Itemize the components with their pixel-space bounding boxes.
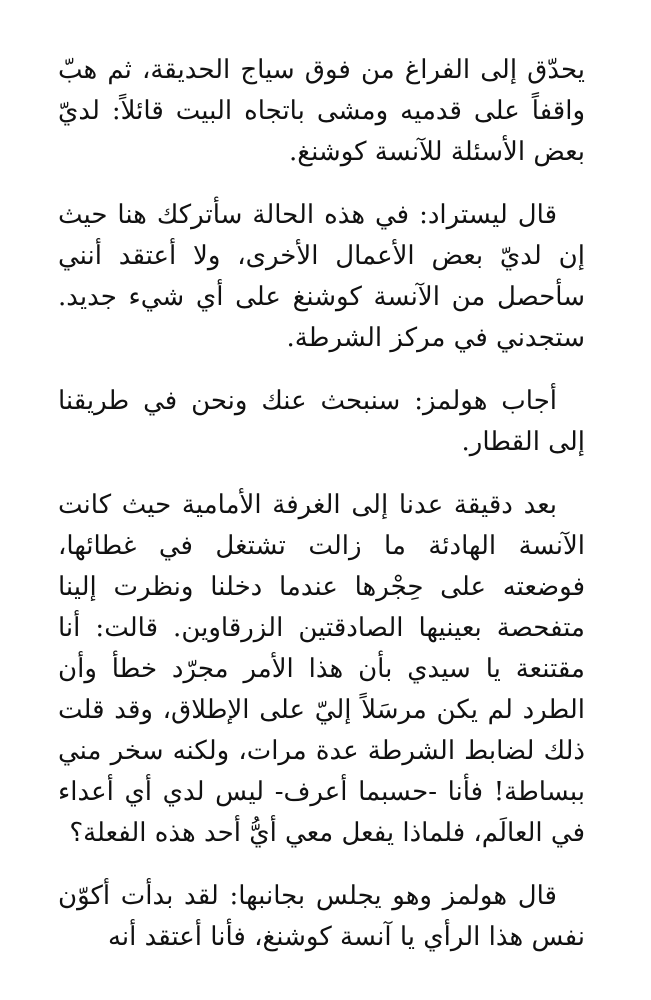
paragraph-3: أجاب هولمز: سنبحث عنك ونحن في طريقنا إلى القطار. [58,386,585,457]
paragraph-4: بعد دقيقة عدنا إلى الغرفة الأمامية حيث كانت الآنسة الهادئة ما زالت تشتغل في غطائها، فوضعته على حِجْرها عندما دخلنا ونظرت إلينا متفحصة بعينيها الصادقتين الزرقاوين. قالت: أنا مقتنعة يا سيدي بأن هذا الأمر مجرّد خطأ وأن الطرد لم يكن مرسَلاً إليّ على الإطلاق، وقد قلت ذلك لضابط الشرطة عدة مرات، ولكنه سخر مني ببساطة! فأنا -حسبما أعرف- ليس لدي أي أعداء في العالَم، فلماذا يفعل معي أيُّ أحد هذه الفعلة؟ [58,490,585,848]
paragraph-5: قال هولمز وهو يجلس بجانبها: لقد بدأت أكوّن نفس هذا الرأي يا آنسة كوشنغ، فأنا أعتقد أنه [58,881,585,952]
book-page [58,50,585,980]
paragraph-2: قال ليستراد: في هذه الحالة سأتركك هنا حيث إن لديّ بعض الأعمال الأخرى، ولا أعتقد أنني سأحصل من الآنسة كوشنغ على أي شيء جديد. ستجدني في مركز الشرطة. [58,200,585,353]
paragraph-1: يحدّق إلى الفراغ من فوق سياج الحديقة، ثم هبّ واقفاً على قدميه ومشى باتجاه البيت قائلاً: لديّ بعض الأسئلة للآنسة كوشنغ. [58,55,585,167]
